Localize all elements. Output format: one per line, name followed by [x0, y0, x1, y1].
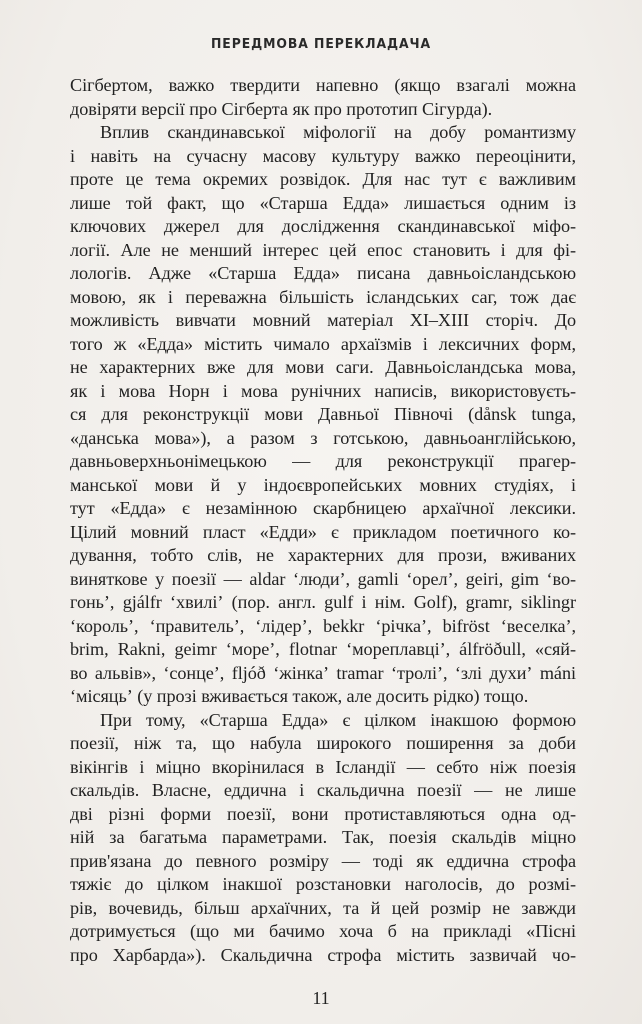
text-line: не характерних вже для мови саги. Давньоісландська мова,: [70, 357, 576, 377]
text-line: виняткове у поезії — aldar ʻлюдиʼ, gamli ʻорелʼ, geiri, gim ʻво-: [70, 568, 576, 589]
text-line: логії. Але не менший інтерес цей епос становить і для фі-: [70, 239, 576, 260]
text-line: поезії, ніж та, що набула широкого поширення за доби: [70, 733, 576, 753]
text-line: можливість вивчати мовний матеріал XI–XIII сторіч. До: [70, 310, 576, 330]
text-line: лологів. Адже «Старша Едда» писана давньоісландською: [70, 263, 576, 283]
text-line: як і мова Норн і мова рунічних написів, використовуєть-: [70, 380, 576, 401]
page-number: 11: [312, 988, 330, 1008]
text-line: проте це тема окремих розвідок. Для нас тут є важливим: [70, 169, 576, 189]
text-line: мовою, як і переважна більшість ісландських саг, тож дає: [70, 286, 576, 307]
running-head: ПЕРЕДМОВА ПЕРЕКЛАДАЧА: [210, 36, 432, 52]
text-line: ся для реконструкції мови Давньої Півночі (dånsk tunga,: [70, 404, 576, 424]
text-line: гоньʼ, gjálfr ʻхвиліʼ (пор. англ. gulf і нім. Golf), gramr, siklingr: [70, 592, 576, 612]
text-line: При тому, «Старша Едда» є цілком інакшою формою: [100, 709, 576, 730]
text-line: тут «Едда» є незамінною скарбницею архаїчної лексики.: [70, 498, 576, 518]
text-line: лише той факт, що «Старша Едда» лишається одним із: [70, 192, 576, 213]
text-line: довіряти версії про Сігберта як про прототип Сігурда).: [70, 98, 493, 119]
text-line: ʻмісяцьʼ (у прозі вживається також, але досить рідко) тощо.: [70, 686, 529, 706]
text-line: ній за багатьма параметрами. Так, поезія скальдів міцно: [70, 827, 576, 847]
text-line: скальдів. Власне, еддична і скальдична поезії — не лише: [70, 780, 576, 800]
body-text: [70, 74, 576, 967]
text-line: дві різні форми поезії, вони протиставляються одна од-: [70, 803, 576, 824]
text-line: дування, тобто слів, не характерних для прози, вживаних: [70, 545, 576, 565]
text-line: і навіть на сучасну масову культуру важко переоцінити,: [70, 145, 576, 166]
text-line: Вплив скандинавської міфології на добу романтизму: [100, 122, 576, 142]
text-line: того ж «Едда» містить чимало архаїзмів і лексичних форм,: [70, 333, 576, 354]
text-line: «данська мова»), а разом з готською, давньоанглійською,: [70, 427, 576, 448]
text-line: ʻкорольʼ, ʻправительʼ, ʻлідерʼ, bekkr ʻрічкаʼ, bifröst ʻвеселкаʼ,: [70, 615, 576, 636]
text-line: Сігбертом, важко твердити напевно (якщо взагалі можна: [70, 75, 576, 95]
text-line: brim, Rakni, geimr ʻмореʼ, flotnar ʻмореплавціʼ, álfröðull, «сяй-: [70, 639, 576, 659]
text-line: вікінгів і міцно вкорінилася в Ісландії — себто ніж поезія: [70, 756, 576, 777]
text-line: манської мови й у індоєвропейських мовних студіях, і: [70, 474, 576, 495]
text-line: про Харбарда»). Скальдична строфа містить зазвичай чо-: [70, 944, 576, 965]
text-line: рів, вочевидь, більш архаїчних, та й цей розмір не завжди: [70, 897, 576, 918]
text-line: Цілий мовний пласт «Едди» є прикладом поетичного ко-: [70, 521, 576, 542]
text-line: ключових джерел для дослідження скандинавської міфо-: [70, 216, 576, 236]
text-line: давньоверхньонімецькою — для реконструкції прагер-: [70, 451, 576, 471]
text-line: тяжіє до цілком інакшої розстановки наголосів, до розмі-: [70, 874, 576, 894]
text-line: прив'язана до певного розміру — тоді як еддична строфа: [70, 850, 576, 871]
text-line: дотримується (що ми бачимо хоча б на прикладі «Пісні: [70, 921, 576, 941]
text-line: во альвів», ʻсонцеʼ, fljóð ʻжінкаʼ tramar ʻтроліʼ, ʻзлі духиʼ máni: [70, 662, 576, 683]
